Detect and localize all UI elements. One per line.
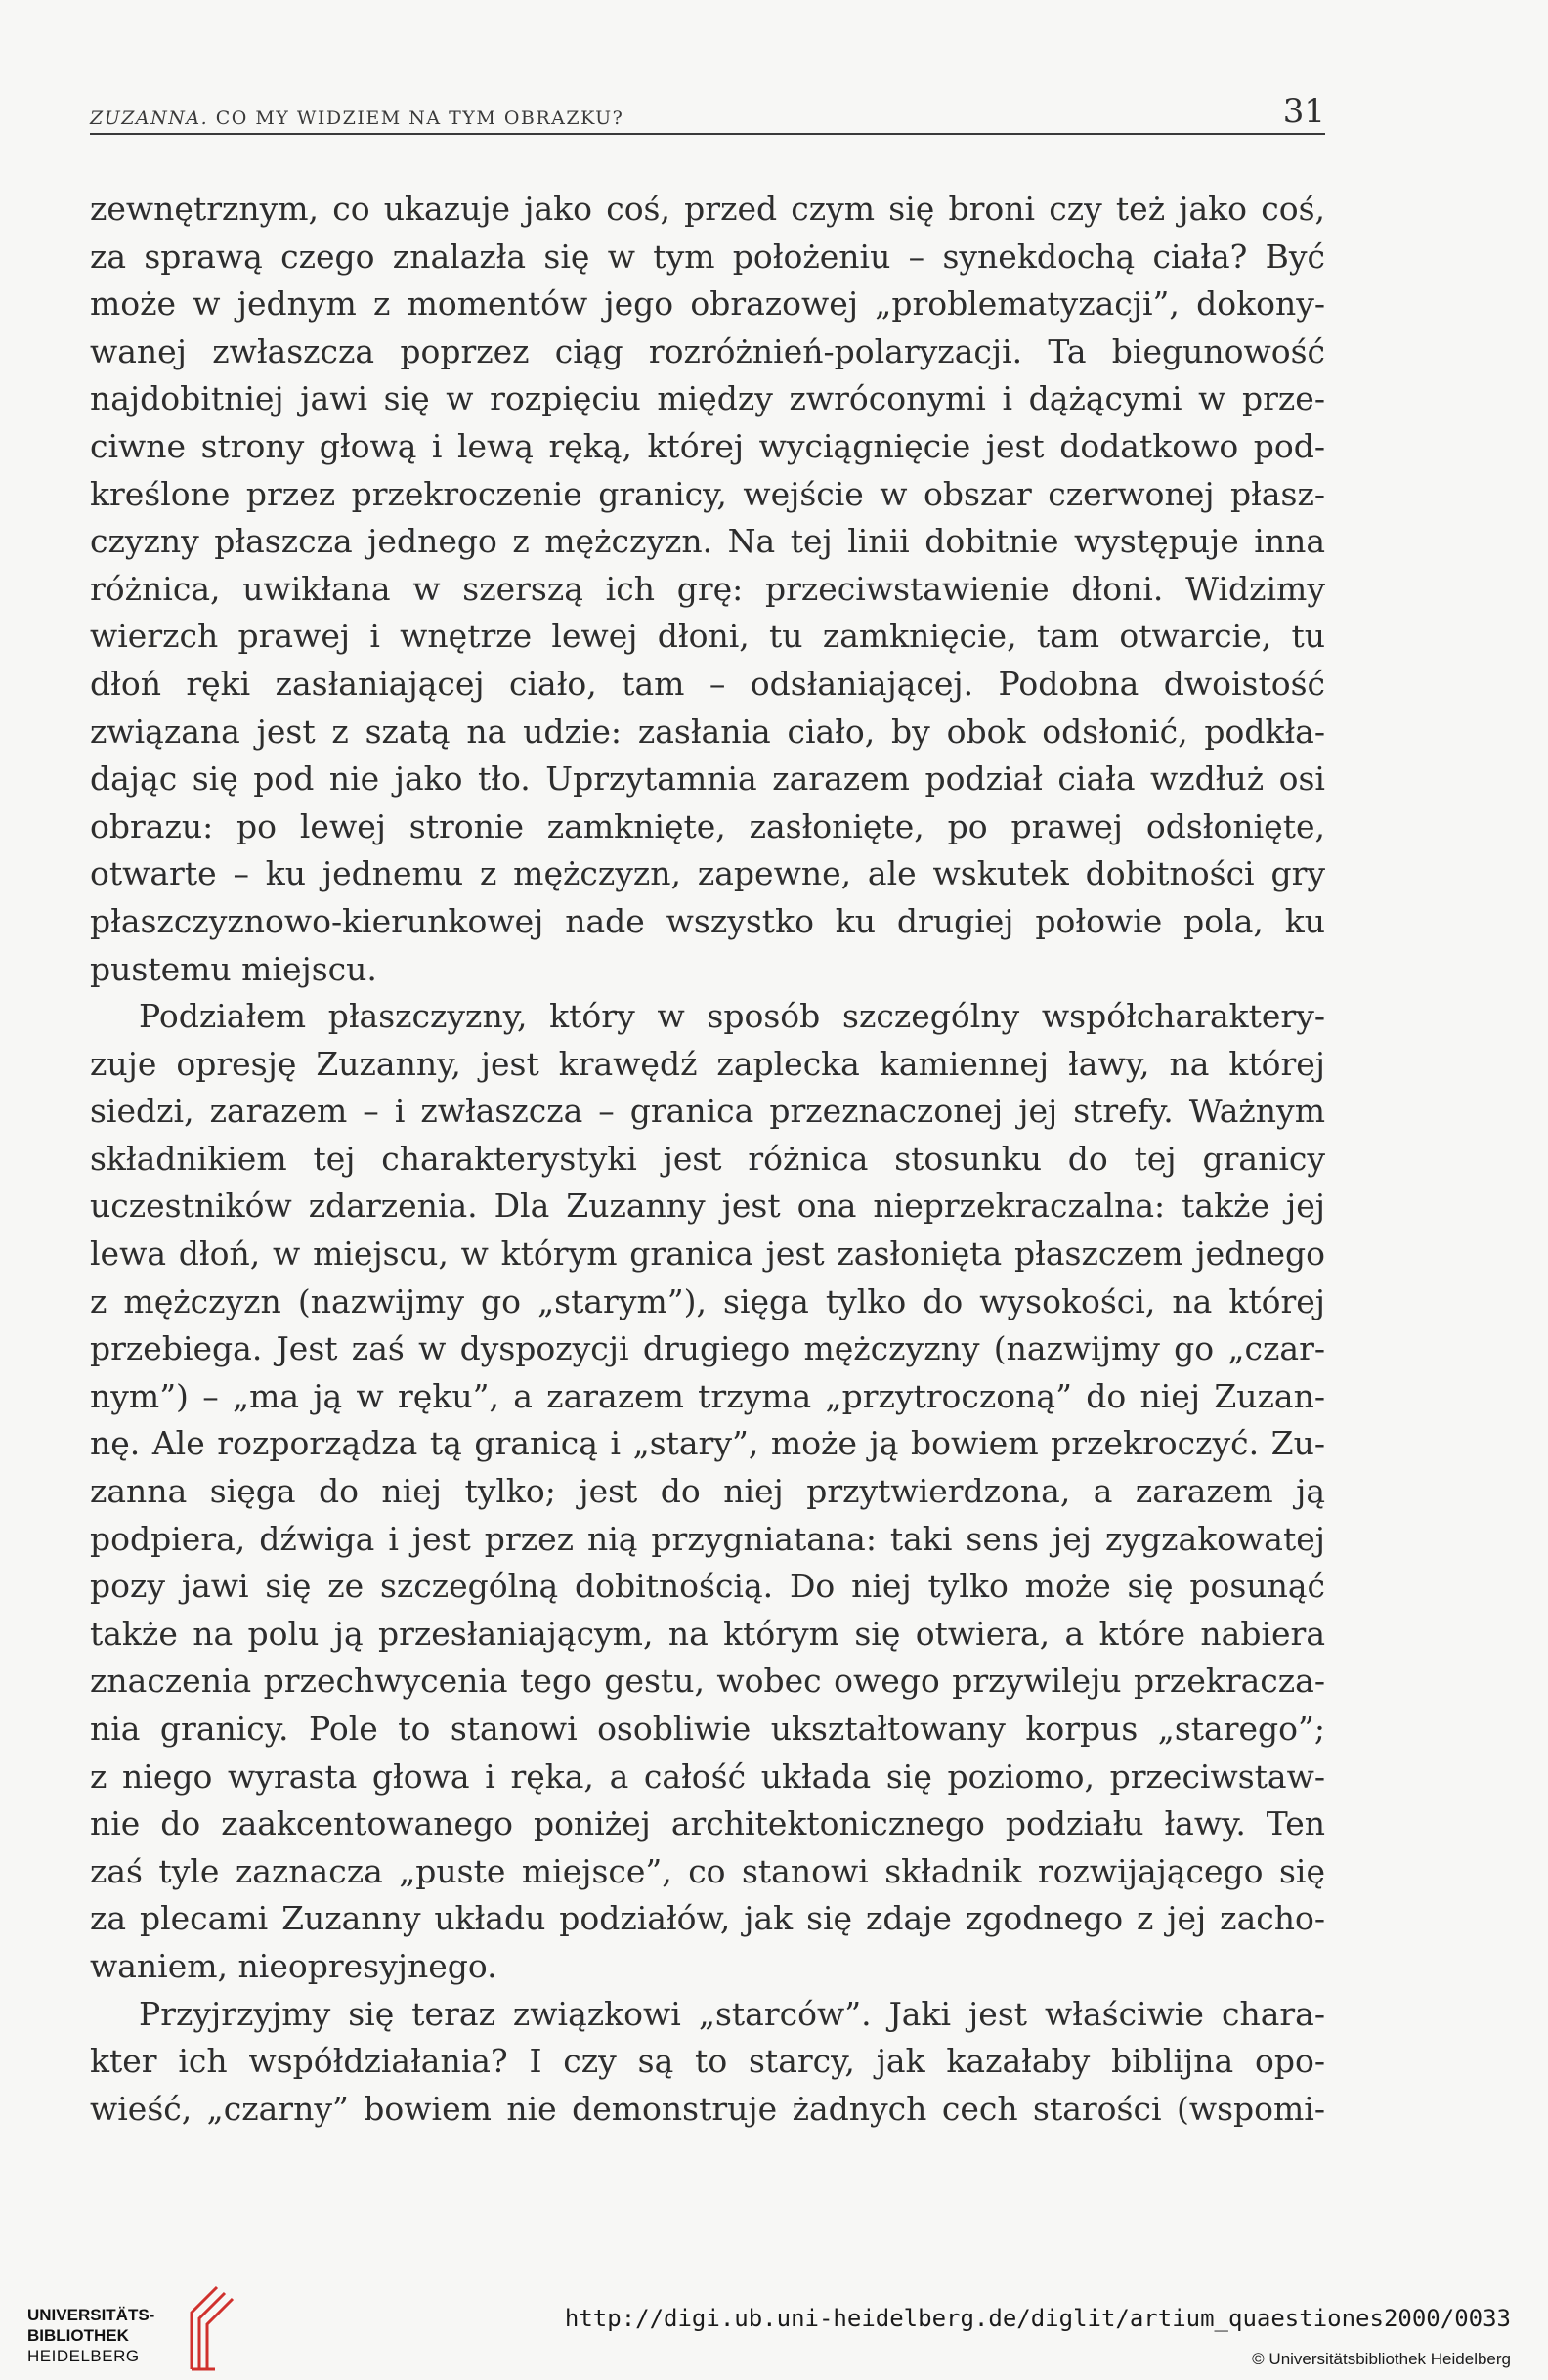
logo-line-2: BIBLIOTHEK (27, 2326, 129, 2345)
copyright-notice: © Universitätsbibliothek Heidelberg (1252, 2350, 1511, 2368)
text-line: pustemu miejscu. (90, 949, 377, 988)
text-line: ciwne strony głową i lewą ręką, której wyciągnięcie jest dodatkowo pod- (90, 426, 1325, 465)
body-text (90, 186, 1325, 2133)
text-line: z niego wyrasta głowa i ręka, a całość układa się poziomo, przeciwstaw- (90, 1756, 1325, 1796)
text-line: kreślone przez przekroczenie granicy, wejście w obszar czerwonej płasz- (90, 474, 1325, 513)
text-line: kter ich współdziałania? I czy są to starcy, jak kazałaby biblijna opo- (90, 2042, 1325, 2081)
text-line: związana jest z szatą na udzie: zasłania ciało, by obok odsłonić, podkła- (90, 712, 1325, 751)
running-header (90, 94, 1325, 135)
text-line: może w jednym z momentów jego obrazowej „problematyzacji”, dokony- (90, 284, 1325, 324)
running-title-rest: CO MY WIDZIEM NA TYM OBRAZKU? (208, 108, 624, 129)
logo-line-3: HEIDELBERG (27, 2347, 140, 2365)
text-line: zuje opresję Zuzanny, jest krawędź zaplecka kamiennej ławy, na której (90, 1044, 1325, 1083)
library-emblem-icon (156, 2283, 244, 2371)
text-line: dłoń ręki zasłaniającej ciało, tam – odsłaniającej. Podobna dwoistość (90, 664, 1325, 703)
text-line: najdobitniej jawi się w rozpięciu między zwróconymi i dążącymi w prze- (90, 379, 1325, 418)
running-title-italic: ZUZANNA. (90, 108, 209, 129)
text-line: znaczenia przechwycenia tego gestu, wobec owego przywileju przekracza- (90, 1662, 1325, 1701)
text-line: waniem, nieopresyjnego. (90, 1946, 497, 1985)
text-line: składnikiem tej charakterystyki jest różnica stosunku do tej granicy (90, 1139, 1325, 1178)
text-line: obrazu: po lewej stronie zamknięte, zasłonięte, po prawej odsłonięte, (90, 806, 1325, 845)
text-line: zewnętrznym, co ukazuje jako coś, przed czym się broni czy też jako coś, (90, 190, 1325, 228)
text-line: siedzi, zarazem – i zwłaszcza – granica przeznaczonej jej strefy. Ważnym (90, 1092, 1325, 1131)
text-line: czyzny płaszcza jednego z mężczyzn. Na tej linii dobitnie występuje inna (90, 522, 1325, 561)
text-line: pozy jawi się ze szczególną dobitnością. Do niej tylko może się posunąć (90, 1567, 1325, 1606)
text-line: zanna sięga do niej tylko; jest do niej przytwierdzona, a zarazem ją (90, 1472, 1325, 1511)
text-line: za plecami Zuzanny układu podziałów, jak się zdaje zgodnego z jej zacho- (90, 1899, 1325, 1938)
running-title (90, 108, 624, 129)
text-line: otwarte – ku jednemu z mężczyzn, zapewne, ale wskutek dobitności gry (90, 854, 1325, 893)
text-line: z mężczyzn (nazwijmy go „starym”), sięga tylko do wysokości, na której (90, 1281, 1325, 1320)
digitization-footer (0, 2248, 1548, 2380)
text-line: nia granicy. Pole to stanowi osobliwie ukształtowany korpus „starego”; (90, 1709, 1325, 1748)
source-url-link[interactable]: http://digi.ub.uni-heidelberg.de/diglit/artium_quaestiones2000/0033 (564, 2305, 1511, 2332)
text-line: różnica, uwikłana w szerszą ich grę: przeciwstawienie dłoni. Widzimy (90, 569, 1325, 608)
text-line: nie do zaakcentowanego poniżej architektonicznego podziału ławy. Ten (90, 1804, 1325, 1843)
library-logo[interactable] (27, 2277, 242, 2375)
text-line: wanej zwłaszcza poprzez ciąg rozróżnień-polaryzacji. Ta biegunowość (90, 331, 1325, 370)
text-line: uczestników zdarzenia. Dla Zuzanny jest ona nieprzekraczalna: także jej (90, 1187, 1325, 1226)
text-line: lewa dłoń, w miejscu, w którym granica jest zasłonięta płaszczem jednego (90, 1234, 1325, 1274)
page-number: 31 (1282, 92, 1325, 131)
text-line: nym”) – „ma ją w ręku”, a zarazem trzyma „przytroczoną” do niej Zuzan- (90, 1376, 1325, 1415)
library-logo-text (27, 2305, 154, 2366)
text-line: podpiera, dźwiga i jest przez nią przygniatana: taki sens jej zygzakowatej (90, 1519, 1325, 1558)
logo-line-1: UNIVERSITÄTS- (27, 2306, 155, 2324)
text-line: za sprawą czego znalazła się w tym położeniu – synekdochą ciała? Być (90, 237, 1325, 276)
text-line: wierzch prawej i wnętrze lewej dłoni, tu zamknięcie, tam otwarcie, tu (90, 617, 1325, 656)
text-line: także na polu ją przesłaniającym, na którym się otwiera, a które nabiera (90, 1614, 1325, 1653)
text-line: Przyjrzyjmy się teraz związkowi „starców”. Jaki jest właściwie chara- (139, 1994, 1325, 2033)
text-line: nę. Ale rozporządza tą granicą i „stary”, może ją bowiem przekroczyć. Zu- (90, 1424, 1325, 1463)
text-line: płaszczyznowo-kierunkowej nade wszystko ku drugiej połowie pola, ku (90, 901, 1325, 940)
text-line: zaś tyle zaznacza „puste miejsce”, co stanowi składnik rozwijającego się (90, 1851, 1325, 1890)
text-line: Podziałem płaszczyzny, który w sposób szczególny współcharaktery- (139, 997, 1325, 1036)
text-line: wieść, „czarny” bowiem nie demonstruje żadnych cech starości (wspomi- (90, 2089, 1325, 2128)
text-line: dając się pod nie jako tło. Uprzytamnia zarazem podział ciała wzdłuż osi (90, 759, 1325, 799)
text-line: przebiega. Jest zaś w dyspozycji drugiego mężczyzny (nazwijmy go „czar- (90, 1329, 1325, 1368)
